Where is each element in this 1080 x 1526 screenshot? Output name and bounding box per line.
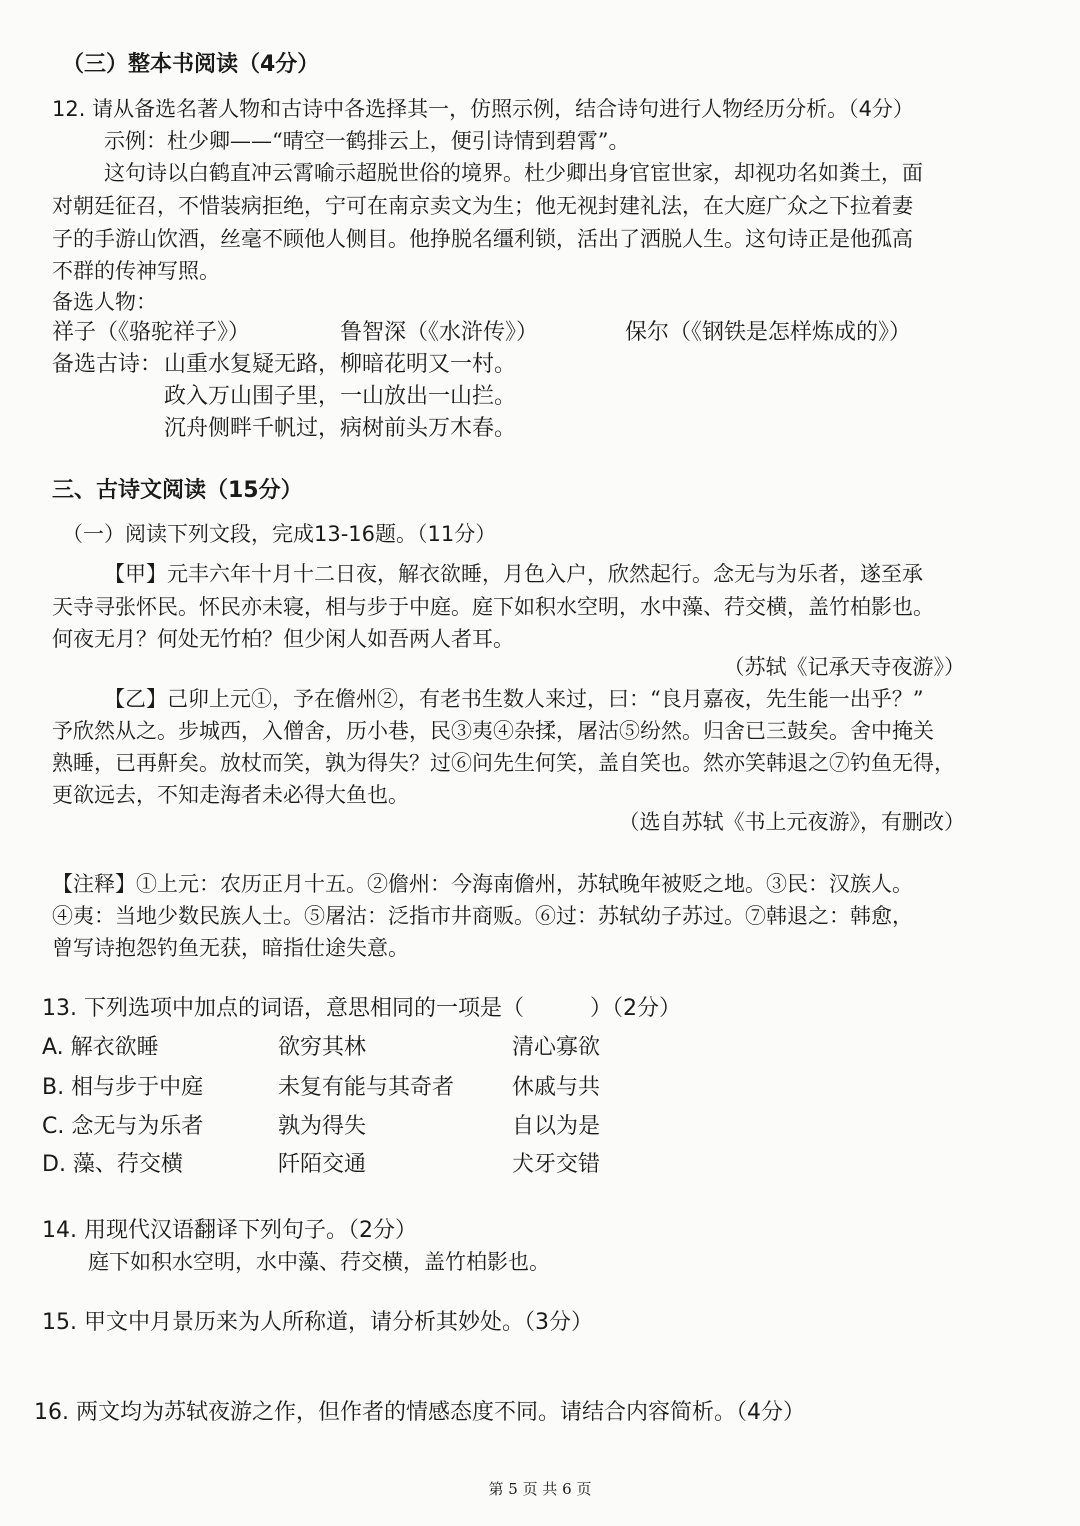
- passage-jia-source: （苏轼《记承天寺夜游》）: [723, 655, 965, 679]
- option-c-word: 自以为是: [512, 1114, 601, 1139]
- passage-yi-line: 更欲远去，不知走海者未必得大鱼也。: [52, 783, 409, 807]
- option-a-word: 欲穷其林: [278, 1035, 367, 1060]
- option-a-word: A. 解衣欲睡: [42, 1035, 159, 1060]
- annotation-line: ④夷：当地少数民族人士。⑤屠沽：泛指市井商贩。⑥过：苏轼幼子苏过。⑦韩退之：韩愈，: [52, 904, 913, 928]
- option-d-word: D. 藻、荇交横: [42, 1152, 183, 1177]
- passage-yi-source: （选自苏轼《书上元夜游》，有删改）: [618, 810, 965, 834]
- question-12-para-line: 这句诗以白鹤直冲云霄喻示超脱世俗的境界。杜少卿出身官宦世家，却视功名如粪土，面: [104, 161, 923, 185]
- candidate-poems-label: 备选古诗：: [52, 352, 163, 377]
- question-12-para-line: 不群的传神写照。: [52, 259, 220, 283]
- question-12-para-line: 子的手游山饮酒，丝毫不顾他人侧目。他挣脱名缰利锁，活出了洒脱人生。这句诗正是他孤高: [52, 227, 913, 251]
- question-14-stem: 14. 用现代汉语翻译下列句子。（2分）: [42, 1218, 417, 1243]
- annotation-line: 【注释】①上元：农历正月十五。②儋州：今海南儋州，苏轼晚年被贬之地。③民：汉族人。: [52, 872, 913, 896]
- candidate-person: 祥子（《骆驼祥子》）: [52, 320, 251, 345]
- question-12-example: 示例：杜少卿——“晴空一鹤排云上，便引诗情到碧霄”。: [104, 129, 630, 153]
- candidate-people-label: 备选人物：: [52, 290, 157, 314]
- question-16-stem: 16. 两文均为苏轼夜游之作，但作者的情感态度不同。请结合内容简析。（4分）: [34, 1400, 805, 1425]
- option-d-word: 阡陌交通: [278, 1152, 367, 1177]
- subsection-heading: （一）阅读下列文段，完成13-16题。（11分）: [62, 522, 497, 546]
- candidate-poem: 沉舟侧畔千帆过，病树前头万木春。: [164, 416, 517, 441]
- passage-yi-line: 熟睡，已再鼾矣。放杖而笑，孰为得失？过⑥问先生何笑，盖自笑也。然亦笑韩退之⑦钓鱼无得，: [52, 751, 955, 775]
- passage-yi-line: 【乙】己卯上元①，予在儋州②，有老书生数人来过，曰：“良月嘉夜，先生能一出乎？”: [104, 687, 924, 711]
- question-12-para-line: 对朝廷征召，不惜装病拒绝，宁可在南京卖文为生；他无视封建礼法，在大庭广众之下拉着妻: [52, 194, 913, 218]
- question-14-sentence: 庭下如积水空明，水中藻、荇交横，盖竹柏影也。: [88, 1250, 550, 1274]
- section-heading-whole-book: （三）整本书阅读（4分）: [62, 52, 320, 77]
- question-13-stem: 13. 下列选项中加点的词语，意思相同的一项是（ ）（2分）: [42, 996, 681, 1021]
- passage-jia-line: 【甲】元丰六年十月十二日夜，解衣欲睡，月色入户，欣然起行。念无与为乐者，遂至承: [104, 562, 923, 586]
- option-c-word: 孰为得失: [278, 1114, 367, 1139]
- passage-jia-line: 天寺寻张怀民。怀民亦未寝，相与步于中庭。庭下如积水空明，水中藻、荇交横，盖竹柏影也。: [52, 595, 934, 619]
- passage-jia-line: 何夜无月？何处无竹柏？但少闲人如吾两人者耳。: [52, 627, 514, 651]
- candidate-poem: 山重水复疑无路，柳暗花明又一村。: [164, 352, 517, 377]
- passage-yi-line: 予欣然从之。步城西，入僧舍，历小巷，民③夷④杂揉，屠沽⑤纷然。归舍已三鼓矣。舍中掩关: [52, 719, 934, 743]
- question-15-stem: 15. 甲文中月景历来为人所称道，请分析其妙处。（3分）: [42, 1310, 593, 1335]
- option-b-word: 未复有能与其奇者: [278, 1075, 455, 1100]
- option-a-word: 清心寡欲: [512, 1035, 601, 1060]
- section-heading-classical: 三、古诗文阅读（15分）: [52, 478, 303, 503]
- question-12-stem: 12. 请从备选名著人物和古诗中各选择其一，仿照示例，结合诗句进行人物经历分析。（4分）: [52, 97, 914, 121]
- annotation-line: 曾写诗抱怨钓鱼无获，暗指仕途失意。: [52, 936, 409, 960]
- candidate-person: 保尔（《钢铁是怎样炼成的》）: [625, 320, 912, 345]
- option-d-word: 犬牙交错: [512, 1152, 601, 1177]
- candidate-person: 鲁智深（《水浒传》）: [340, 320, 539, 345]
- page-number: 第 5 页 共 6 页: [488, 1480, 592, 1498]
- candidate-poem: 政入万山围子里，一山放出一山拦。: [164, 384, 517, 409]
- option-c-word: C. 念无与为乐者: [42, 1114, 204, 1139]
- option-b-word: B. 相与步于中庭: [42, 1075, 204, 1100]
- option-b-word: 休戚与共: [512, 1075, 601, 1100]
